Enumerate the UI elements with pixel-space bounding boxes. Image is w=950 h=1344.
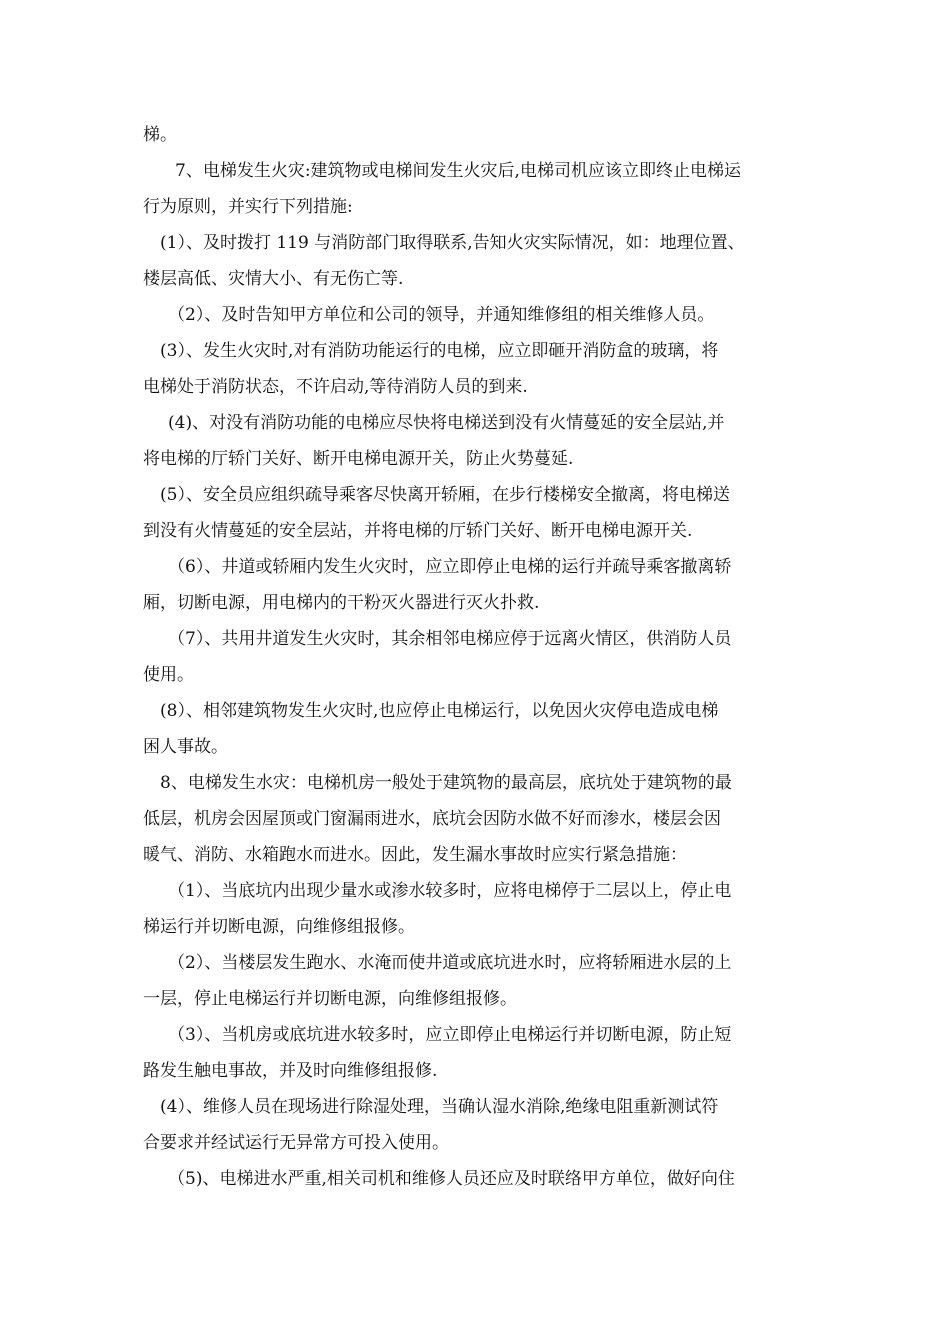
text-line: 使用。: [143, 665, 194, 685]
body-text: [143, 117, 811, 1197]
list-item: （2）、当楼层发生跑水、水淹而使井道或底坑进水时，应将轿厢进水层的上: [168, 953, 732, 973]
list-item: (5）、安全员应组织疏导乘客尽快离开轿厢，在步行楼梯安全撤离，将电梯送: [160, 485, 730, 505]
list-item: (3）、发生火灾时,对有消防功能运行的电梯，应立即砸开消防盒的玻璃，将: [160, 341, 719, 361]
text-line: 梯。: [143, 125, 177, 145]
list-item: (4）、维修人员在现场进行除湿处理，当确认湿水消除,绝缘电阻重新测试符: [160, 1097, 719, 1117]
text-line: 到没有火情蔓延的安全层站，并将电梯的厅轿门关好、断开电梯电源开关.: [143, 521, 693, 541]
text-line: 电梯处于消防状态，不许启动,等待消防人员的到来.: [143, 377, 528, 397]
text-line: 合要求并经试运行无异常方可投入使用。: [143, 1133, 449, 1153]
section-heading-fire: 7、电梯发生火灾:建筑物或电梯间发生火灾后,电梯司机应该立即终止电梯运: [175, 161, 741, 181]
text-line: 楼层高低、灾情大小、有无伤亡等.: [143, 269, 404, 289]
section-heading-flood: 8、电梯发生水灾：电梯机房一般处于建筑物的最高层，底坑处于建筑物的最: [160, 773, 732, 793]
text-line: 路发生触电事故，并及时向维修组报修.: [143, 1061, 438, 1081]
list-item: （2）、及时告知甲方单位和公司的领导，并通知维修组的相关维修人员。: [168, 305, 715, 325]
text-line: 低层，机房会因屋顶或门窗漏雨进水，底坑会因防水做不好而渗水，楼层会因: [143, 809, 721, 829]
list-item: （3）、当机房或底坑进水较多时，应立即停止电梯运行并切断电源，防止短: [168, 1025, 732, 1045]
text-line: 暖气、消防、水箱跑水而进水。因此，发生漏水事故时应实行紧急措施：: [143, 845, 687, 865]
text-line: 一层，停止电梯运行并切断电源，向维修组报修。: [143, 989, 517, 1009]
list-item: （6）、井道或轿厢内发生火灾时，应立即停止电梯的运行并疏导乘客撤离轿: [168, 557, 732, 577]
text-line: 梯运行并切断电源，向维修组报修。: [143, 917, 415, 937]
list-item: (1）、及时拨打 119 与消防部门取得联系,告知火灾实际情况，如：地理位置、: [160, 233, 745, 253]
text-line: 将电梯的厅轿门关好、断开电梯电源开关，防止火势蔓延.: [143, 449, 574, 469]
list-item: （5)、电梯进水严重,相关司机和维修人员还应及时联络甲方单位，做好向住: [168, 1169, 735, 1189]
list-item: (4)、对没有消防功能的电梯应尽快将电梯送到没有火情蔓延的安全层站,并: [168, 413, 725, 433]
list-item: （1）、当底坑内出现少量水或渗水较多时，应将电梯停于二层以上，停止电: [168, 881, 732, 901]
text-line: 厢，切断电源，用电梯内的干粉灭火器进行灭火扑救.: [143, 593, 540, 613]
text-line: 困人事故。: [143, 737, 228, 757]
list-item: (8）、相邻建筑物发生火灾时,也应停止电梯运行，以免因火灾停电造成电梯: [160, 701, 719, 721]
text-line: 行为原则，并实行下列措施:: [143, 197, 353, 217]
list-item: （7）、共用井道发生火灾时，其余相邻电梯应停于远离火情区，供消防人员: [168, 629, 732, 649]
